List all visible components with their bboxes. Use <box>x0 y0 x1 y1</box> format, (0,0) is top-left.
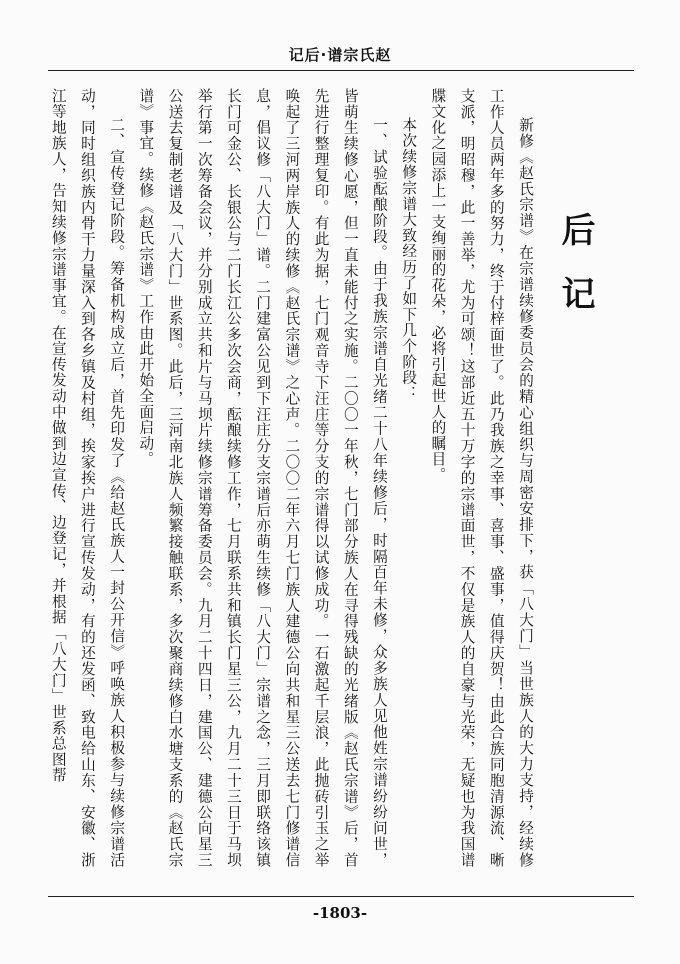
running-header: 记后·谱宗氏赵 <box>288 46 392 64</box>
paragraph-stage-two: 二、宣传登记阶段。筹备机构成立后，首先印发了《给赵氏族人一封公开信》呼唤族人积极参与续修宗谱活动，同时组织族内骨干力量深入到各乡镇及村组，挨家挨户进行宣传发动，有的还发函、致电给山东、安徽、浙江等地族人，告知续修宗谱事宜。在宣传发动中做到边宣传、边登记，并根据「八大门」世系总图帮 <box>49 88 126 868</box>
body-text <box>49 88 540 868</box>
footer-divider <box>48 896 634 897</box>
page-number: -1803- <box>312 904 368 922</box>
paragraph-stage-one: 一、试验酝酿阶段。由于我族宗谱自光绪二十八年续修后，时隔百年未修，众多族人见他姓宗谱纷纷问世，皆萌生续修心愿，但一直未能付之实施。二〇〇一年秋，七门部分族人在寻得残缺的光绪版《赵氏宗谱》后，首先进行整理复印。有此为据，七门观音寺下汪庄等分支的宗谱得以试修成功。一石激起千层浪，此抛砖引玉之举唤起了三河两岸族人的续修《赵氏宗谱》之心声。二〇〇二年六月七门族人建德公向共和星三公送去七门修谱信息，倡议修「八大门」谱。二门建富公见到下汪庄分支宗谱后亦萌生续修「八大门」宗谱之念，三月即联络该镇长门可金公、长银公与二门长江公多次会商，酝酿续修工作，七月联系共和镇长门星三公，九月二十三日于马坝举行第一次筹备会议，并分别成立共和片与马坝片续修宗谱筹备委员会。九月二十四日，建国公、建德公向星三公送去复制老谱及「八大门」世系图。此后，三河南北族人频繁接触联系，多次聚商续修白水塘支系的《赵氏宗谱》事宜。续修《赵氏宗谱》工作由此开始全面启动。 <box>137 88 388 868</box>
paragraph-intro: 新修《赵氏宗谱》在宗谱续修委员会的精心组织与周密安排下，获「八大门」当世族人的大力支持，经续修工作人员两年多的努力，终于付梓面世了。此乃我族之幸事、喜事、盛事，值得庆贺！由此合族同胞清源流、晰支派，明昭穆，此一善举，尤为可颂！这部近五十万字的宗谱面世，不仅是族人的自豪与光荣，无疑也为我国谱牒文化之园添上一支绚丽的花朵，必将引起世人的瞩目。 <box>429 88 534 868</box>
paragraph-stages-intro: 本次续修宗谱大致经历了如下几个阶段： <box>400 117 418 402</box>
page-title: 后记 <box>555 212 595 340</box>
header-divider <box>48 70 634 71</box>
